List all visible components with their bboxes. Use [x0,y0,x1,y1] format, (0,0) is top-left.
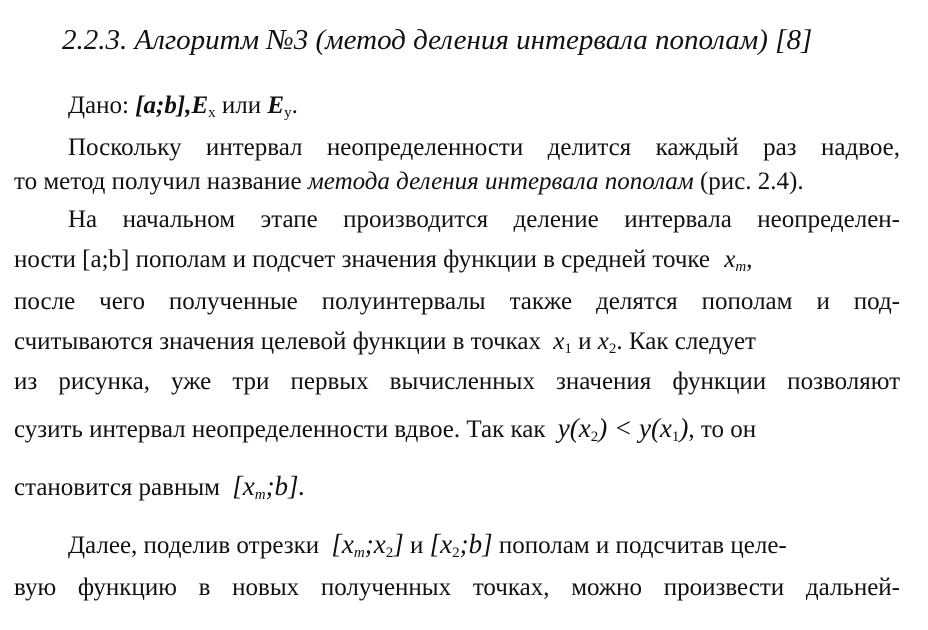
para2-line4 [14,326,756,358]
para2-line3: после чего полученные полуинтервалы также делятся пополам и под- [14,288,900,315]
seg1-sub2: 2 [385,545,394,561]
para2-line4-b: . Как следует [616,328,756,355]
xm-sub: m [735,259,747,275]
para2-line2-a: ности [a;b] пополам и подсчет значения функции в средней точке [14,246,711,273]
para1-line2-b: (рис. 2.4). [699,168,804,195]
seg1-end: ] [393,529,404,559]
para2-line6-b: , то он [688,416,757,443]
given-ex-sub: x [208,105,216,121]
and-1: и [578,328,592,355]
para1-line1: Поскольку интервал неопределенности делится каждый раз надвое, [68,134,900,161]
x2-var: x [597,328,609,355]
seg2-end: ;b] [459,529,493,559]
line7-end: ;b]. [265,471,306,501]
given-ey: E [267,92,285,119]
para3-line2: вую функцию в новых полученных точках, можно произвести дальней- [14,574,900,601]
given-interval: [a;b], [135,92,192,119]
seg1: [x [331,529,354,559]
para2-line1: На начальном этапе производится деление интервала неопределен- [68,206,900,233]
given-ex: E [191,92,209,119]
seg2-sub: 2 [452,545,460,561]
formula-rhs-sub: 1 [671,429,680,445]
para1-line2 [14,166,804,198]
section-heading: 2.2.3. Алгоритм №3 (метод деления интервала пополам) [8] [62,24,813,56]
seg1-sub: m [353,545,365,561]
x1-sub: 1 [564,341,572,357]
para1-line2-a: то метод получил название [14,168,302,195]
given-line [68,90,298,122]
para3-line1-b: пополам и подсчитав целе- [498,532,787,559]
para2-line6 [14,412,756,446]
given-end: . [291,92,298,119]
para2-line7-a: становится равным [14,474,220,501]
seg1-mid: ;x [364,529,386,559]
given-or: или [221,92,262,119]
para2-line2 [14,244,752,276]
and-2: и [409,532,424,559]
formula-lhs-sub: 2 [590,429,599,445]
xm-var: x [724,246,736,273]
formula-mid: ) < y(x [598,413,672,443]
para3-line1-a: Далее, поделив отрезки [68,532,320,559]
seg2: [x [429,529,453,559]
para2-line6-a: сузить интервал неопределенности вдвое. Так как [14,416,546,443]
para2-line5: из рисунка, уже три первых вычисленных значения функции позволяют [14,368,900,395]
x1-var: x [553,328,565,355]
x2-sub: 2 [608,341,617,357]
para3-line1 [68,528,787,562]
given-label: Дано: [68,92,129,119]
formula-end: ) [679,413,689,443]
given-ey-sub: y [284,105,292,121]
para2-line4-a: считываются значения целевой функции в точках [14,328,542,355]
para2-line2-end: , [746,246,753,273]
para1-term: метода деления интервала пополам [307,168,694,195]
formula-lhs: y(x [557,413,591,443]
para2-line7 [14,470,305,504]
line7-formula: [x [232,471,255,501]
line7-sub: m [254,487,266,503]
